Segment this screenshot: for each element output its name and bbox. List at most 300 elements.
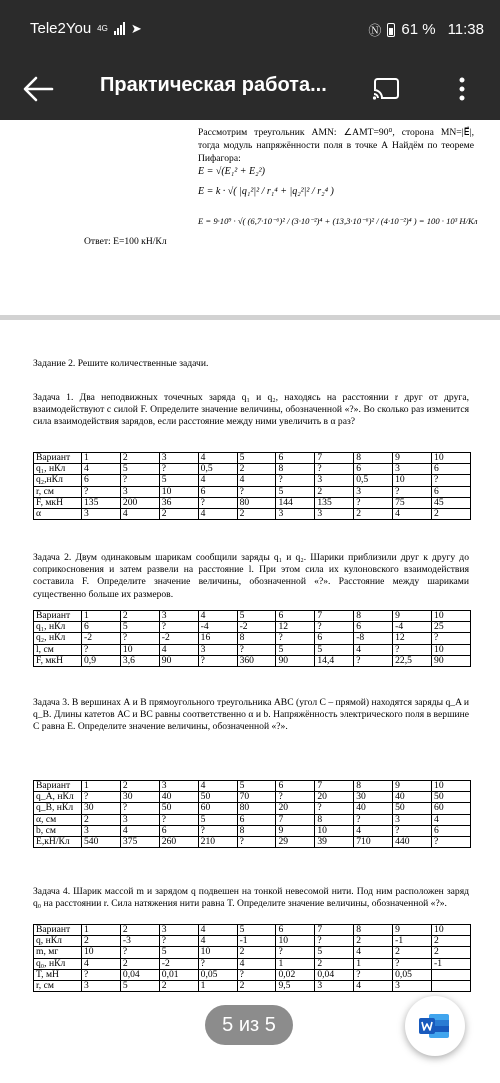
table-row <box>34 464 471 475</box>
table-cell: 6 <box>432 464 471 475</box>
table-cell: 2 <box>237 947 276 958</box>
table-cell: 3 <box>159 611 198 622</box>
table-cell: 9 <box>276 825 315 836</box>
table-cell: ? <box>120 947 159 958</box>
table-cell: 8 <box>315 814 354 825</box>
table-cell: ? <box>82 644 121 655</box>
table-cell: 0,9 <box>82 655 121 666</box>
table-cell: 0,02 <box>276 969 315 980</box>
table-row <box>34 508 471 519</box>
table-cell: 6 <box>276 611 315 622</box>
table-cell: 7 <box>315 453 354 464</box>
table-cell: 30 <box>82 803 121 814</box>
table-cell: 2 <box>159 980 198 991</box>
table-cell: 6 <box>432 486 471 497</box>
table-row <box>34 825 471 836</box>
task-3-table <box>33 780 471 848</box>
table-cell: 4 <box>198 611 237 622</box>
table-cell: 7 <box>315 925 354 936</box>
table-row <box>34 814 471 825</box>
row-label: q_B, нКл <box>34 803 82 814</box>
table-cell: 8 <box>354 781 393 792</box>
table-cell: 2 <box>432 947 471 958</box>
task-2-text: Задача 2. Двум одинаковым шарикам сообщили заряды q₁ и q₂. Шарики приблизили друг к другу до соприкосновения и затем развели на расстояние l. При этом сила их кулоновского взаимодействия составила F. Определите значение величины, обозначенной «?». Расстояние между шариками существенно больше их размеров. <box>33 552 469 600</box>
table-cell: 8 <box>237 633 276 644</box>
row-label: F, мкН <box>34 655 82 666</box>
table-header-row <box>34 925 471 936</box>
table-cell: 3 <box>393 980 432 991</box>
table-cell: ? <box>276 947 315 958</box>
table-cell: 2 <box>237 508 276 519</box>
table-cell: 6 <box>159 825 198 836</box>
table-cell: -2 <box>82 633 121 644</box>
table-cell: 4 <box>198 508 237 519</box>
table-cell: 8 <box>354 611 393 622</box>
table-header-row <box>34 611 471 622</box>
status-bar <box>0 0 500 58</box>
row-label: E,кН/Кл <box>34 836 82 847</box>
table-cell: 20 <box>315 792 354 803</box>
table-cell: 2 <box>237 464 276 475</box>
table-cell: 0,05 <box>393 969 432 980</box>
table-cell: 5 <box>159 475 198 486</box>
clock: 11:38 <box>447 21 484 38</box>
table-row <box>34 836 471 847</box>
table-row <box>34 803 471 814</box>
table-cell: ? <box>315 803 354 814</box>
table-cell: 2 <box>315 958 354 969</box>
table-cell: 3 <box>354 486 393 497</box>
table-cell: 3 <box>120 486 159 497</box>
table-row <box>34 947 471 958</box>
table-cell: 5 <box>237 781 276 792</box>
table-cell <box>432 969 471 980</box>
document-page-4 <box>0 120 500 315</box>
back-arrow-icon[interactable] <box>22 74 54 104</box>
table-cell: 1 <box>198 980 237 991</box>
table-row <box>34 644 471 655</box>
table-cell: 29 <box>276 836 315 847</box>
table-row <box>34 969 471 980</box>
table-cell: 710 <box>354 836 393 847</box>
table-cell: ? <box>354 655 393 666</box>
table-cell: 0,04 <box>315 969 354 980</box>
table-cell: 6 <box>82 475 121 486</box>
formula-numeric: E = 9·10⁹ · √( (6,7·10⁻⁶)² / (3·10⁻²)⁴ + (13,3·10⁻⁶)² / (4·10⁻²)⁴ ) = 100 · 10³ Н/Кл <box>198 216 478 226</box>
table-cell: 3 <box>315 475 354 486</box>
table-cell: 12 <box>276 622 315 633</box>
table-cell: 10 <box>276 936 315 947</box>
table-cell: ? <box>354 497 393 508</box>
page-indicator: 5 из 5 <box>205 1005 293 1045</box>
table-cell: 50 <box>393 803 432 814</box>
assignment-heading: Задание 2. Решите количественные задачи. <box>33 358 209 369</box>
table-cell: 135 <box>315 497 354 508</box>
table-cell: 2 <box>393 947 432 958</box>
table-cell: ? <box>82 969 121 980</box>
table-cell: 2 <box>120 958 159 969</box>
table-cell: 9 <box>393 925 432 936</box>
table-cell: 5 <box>237 453 276 464</box>
table-cell: 4 <box>120 508 159 519</box>
table-cell: 50 <box>198 792 237 803</box>
table-cell: 4 <box>354 947 393 958</box>
battery-level: 61 % <box>401 21 436 38</box>
table-cell: ? <box>120 475 159 486</box>
table-cell: 30 <box>354 792 393 803</box>
table-cell: 40 <box>393 792 432 803</box>
row-label: Вариант <box>34 925 82 936</box>
table-cell: ? <box>82 792 121 803</box>
table-cell: 50 <box>432 792 471 803</box>
table-cell: ? <box>120 633 159 644</box>
table-cell: ? <box>276 475 315 486</box>
battery-icon <box>387 23 395 37</box>
table-cell: 5 <box>276 644 315 655</box>
more-menu-icon[interactable] <box>452 74 472 104</box>
table-cell: -2 <box>159 633 198 644</box>
table-cell: 25 <box>432 622 471 633</box>
table-header-row <box>34 453 471 464</box>
table-cell: 135 <box>82 497 121 508</box>
table-cell: 70 <box>237 792 276 803</box>
table-cell: 360 <box>237 655 276 666</box>
table-row <box>34 792 471 803</box>
table-cell: ? <box>315 622 354 633</box>
table-cell: ? <box>237 969 276 980</box>
table-cell: 10 <box>432 453 471 464</box>
table-cell: ? <box>354 969 393 980</box>
table-cell: 30 <box>120 792 159 803</box>
task-1-text: Задача 1. Два неподвижных точечных заряда q₁ и q₂, находясь на расстоянии r друг от друга, взаимодействуют с силой F. Определите значение величины, обозначенной «?». Во сколько раз изменится сила взаимодействия зарядов, если расстояние между ними увеличить в α раз? <box>33 392 469 428</box>
table-cell: ? <box>393 825 432 836</box>
table-cell: -1 <box>237 936 276 947</box>
table-row <box>34 936 471 947</box>
table-cell: 2 <box>237 980 276 991</box>
table-cell: ? <box>159 936 198 947</box>
task-2-table <box>33 610 471 667</box>
table-cell: 1 <box>82 453 121 464</box>
row-label: b, см <box>34 825 82 836</box>
table-cell: 5 <box>276 486 315 497</box>
row-label: Вариант <box>34 453 82 464</box>
table-cell: ? <box>393 958 432 969</box>
table-cell: 6 <box>276 925 315 936</box>
table-cell: 0,04 <box>120 969 159 980</box>
table-cell: 6 <box>432 825 471 836</box>
table-cell: 3 <box>159 781 198 792</box>
table-cell: 0,05 <box>198 969 237 980</box>
row-label: q₀, нКл <box>34 958 82 969</box>
table-cell: 3 <box>315 980 354 991</box>
table-cell: -8 <box>354 633 393 644</box>
table-cell: 4 <box>198 936 237 947</box>
table-cell: 9 <box>393 453 432 464</box>
table-cell: 6 <box>276 781 315 792</box>
table-cell: 5 <box>198 814 237 825</box>
table-cell: ? <box>159 464 198 475</box>
table-cell: ? <box>276 792 315 803</box>
table-cell: 8 <box>237 825 276 836</box>
table-cell: 144 <box>276 497 315 508</box>
table-cell: 1 <box>82 925 121 936</box>
table-cell: 4 <box>198 453 237 464</box>
table-cell: ? <box>159 622 198 633</box>
table-cell: 60 <box>198 803 237 814</box>
table-cell: 4 <box>393 508 432 519</box>
row-label: q₁, нКл <box>34 464 82 475</box>
table-cell: ? <box>82 486 121 497</box>
table-cell: 4 <box>432 814 471 825</box>
table-cell: 0,5 <box>354 475 393 486</box>
table-row <box>34 980 471 991</box>
table-cell: 2 <box>82 814 121 825</box>
table-row <box>34 475 471 486</box>
table-cell: 4 <box>198 475 237 486</box>
table-cell: 3,6 <box>120 655 159 666</box>
document-page-5[interactable] <box>0 320 500 1083</box>
table-cell: ? <box>198 958 237 969</box>
table-cell: 40 <box>159 792 198 803</box>
table-cell: 6 <box>198 486 237 497</box>
table-cell: 6 <box>82 622 121 633</box>
row-label: r, см <box>34 486 82 497</box>
table-cell: 5 <box>120 980 159 991</box>
task-3-text: Задача 3. В вершинах А и В прямоугольного треугольника АВС (угол С – прямой) находятся заряды q_A и q_B. Длины катетов АС и ВС равны соответственно α и b. Напряжённость электрического поля в вершине С равна Е. Определите значение величины, обозначенной «?». <box>33 697 469 733</box>
table-cell: 7 <box>276 814 315 825</box>
table-cell: 2 <box>120 781 159 792</box>
table-cell: 3 <box>159 925 198 936</box>
table-cell: 9 <box>393 611 432 622</box>
row-label: α <box>34 508 82 519</box>
table-cell: ? <box>198 655 237 666</box>
table-cell: 4 <box>82 464 121 475</box>
table-cell: 6 <box>237 814 276 825</box>
table-cell: 50 <box>159 803 198 814</box>
row-label: q_A, нКл <box>34 792 82 803</box>
table-row <box>34 655 471 666</box>
table-cell: 7 <box>315 611 354 622</box>
table-cell: 0,01 <box>159 969 198 980</box>
table-cell: ? <box>432 836 471 847</box>
table-cell <box>432 980 471 991</box>
table-cell: 1 <box>276 958 315 969</box>
table-cell: 22,5 <box>393 655 432 666</box>
table-cell: 7 <box>315 781 354 792</box>
table-cell: 2 <box>120 453 159 464</box>
table-cell: 16 <box>198 633 237 644</box>
table-cell: 3 <box>393 814 432 825</box>
table-cell: 3 <box>120 814 159 825</box>
table-cell: 80 <box>237 497 276 508</box>
table-cell: 90 <box>432 655 471 666</box>
table-row <box>34 486 471 497</box>
table-cell: 260 <box>159 836 198 847</box>
table-cell: 4 <box>82 958 121 969</box>
table-cell: 4 <box>198 781 237 792</box>
table-cell: 2 <box>159 508 198 519</box>
table-cell: 2 <box>120 611 159 622</box>
table-cell: 60 <box>432 803 471 814</box>
table-cell: 6 <box>354 622 393 633</box>
table-cell: 1 <box>354 958 393 969</box>
table-cell: 2 <box>354 936 393 947</box>
open-in-word-button[interactable] <box>405 996 465 1056</box>
table-cell: 2 <box>120 925 159 936</box>
table-cell: 40 <box>354 803 393 814</box>
table-cell: 10 <box>432 644 471 655</box>
table-cell: 8 <box>354 925 393 936</box>
table-cell: 10 <box>432 925 471 936</box>
table-cell: 3 <box>315 508 354 519</box>
table-cell: 6 <box>315 633 354 644</box>
row-label: r, см <box>34 980 82 991</box>
table-row <box>34 622 471 633</box>
table-cell: 5 <box>120 464 159 475</box>
table-cell: 14,4 <box>315 655 354 666</box>
table-cell: 2 <box>432 508 471 519</box>
table-cell: 36 <box>159 497 198 508</box>
table-cell: ? <box>237 836 276 847</box>
word-icon <box>419 1012 451 1040</box>
formula-field-magnitude: E = k · √( |q₁²|² / r₁⁴ + |q₂²|² / r₂⁴ ) <box>198 186 334 197</box>
task-4-table <box>33 924 471 992</box>
table-cell: 10 <box>432 781 471 792</box>
table-cell: 5 <box>120 622 159 633</box>
cast-icon[interactable] <box>372 77 400 101</box>
document-title: Практическая работа... <box>100 74 327 96</box>
row-label: l, см <box>34 644 82 655</box>
table-cell: 200 <box>120 497 159 508</box>
table-cell: 3 <box>393 464 432 475</box>
table-cell: 9 <box>393 781 432 792</box>
row-label: q₁, нКл <box>34 622 82 633</box>
table-cell: 4 <box>237 958 276 969</box>
table-cell: 9,5 <box>276 980 315 991</box>
signal-icon <box>114 22 125 35</box>
table-cell: 80 <box>237 803 276 814</box>
table-row <box>34 958 471 969</box>
table-cell: ? <box>237 644 276 655</box>
table-cell: 75 <box>393 497 432 508</box>
table-cell: 540 <box>82 836 121 847</box>
table-cell: 4 <box>159 644 198 655</box>
table-cell: 5 <box>237 925 276 936</box>
table-cell: 1 <box>82 781 121 792</box>
table-cell: ? <box>393 486 432 497</box>
table-cell: 3 <box>82 508 121 519</box>
table-cell: 12 <box>393 633 432 644</box>
table-cell: 90 <box>276 655 315 666</box>
table-cell: -4 <box>198 622 237 633</box>
table-cell: 20 <box>276 803 315 814</box>
solution-paragraph: Рассмотрим треугольник AMN: ∠AMT=90⁰, сторона MN=|E⃗|, тогда модуль напряжённости поля в точке А Найдём по теореме Пифагора: <box>198 127 474 164</box>
table-cell: ? <box>198 825 237 836</box>
table-cell: 3 <box>276 508 315 519</box>
table-cell: 3 <box>159 453 198 464</box>
table-cell: 90 <box>159 655 198 666</box>
nfc-icon: Ⓝ <box>368 23 382 38</box>
table-cell: 440 <box>393 836 432 847</box>
table-cell: 2 <box>354 508 393 519</box>
table-cell: 5 <box>315 644 354 655</box>
telegram-icon: ➤ <box>130 20 142 36</box>
table-cell: 4 <box>120 825 159 836</box>
table-header-row <box>34 781 471 792</box>
table-cell: -2 <box>237 622 276 633</box>
row-label: q, нКл <box>34 936 82 947</box>
table-cell: 2 <box>432 936 471 947</box>
table-cell: 45 <box>432 497 471 508</box>
table-cell: ? <box>237 486 276 497</box>
row-label: T, мН <box>34 969 82 980</box>
table-cell: 4 <box>354 644 393 655</box>
table-cell: ? <box>198 497 237 508</box>
table-cell: 10 <box>159 486 198 497</box>
table-cell: 375 <box>120 836 159 847</box>
table-cell: 210 <box>198 836 237 847</box>
task-4-text: Задача 4. Шарик массой m и зарядом q подвешен на тонкой невесомой нити. Под ним расположен заряд q₀ на расстоянии r. Сила натяжения нити равна T. Определите значение величины, обозначенной «?». <box>33 886 469 910</box>
table-cell: ? <box>159 814 198 825</box>
table-cell: 6 <box>276 453 315 464</box>
table-cell: 1 <box>82 611 121 622</box>
table-cell: 8 <box>354 453 393 464</box>
table-cell: 39 <box>315 836 354 847</box>
table-cell: 10 <box>393 475 432 486</box>
table-cell: 10 <box>432 611 471 622</box>
answer-line: Ответ: Е=100 кН/Кл <box>84 236 167 247</box>
table-cell: 6 <box>354 464 393 475</box>
row-label: m, мг <box>34 947 82 958</box>
table-cell: 5 <box>159 947 198 958</box>
row-label: α, см <box>34 814 82 825</box>
table-cell: 5 <box>237 611 276 622</box>
table-cell: 2 <box>82 936 121 947</box>
table-cell: 2 <box>315 486 354 497</box>
app-bar <box>0 58 500 120</box>
table-cell: -3 <box>120 936 159 947</box>
table-cell: 8 <box>276 464 315 475</box>
table-row <box>34 497 471 508</box>
table-cell: ? <box>276 633 315 644</box>
table-cell: 10 <box>120 644 159 655</box>
table-cell: 10 <box>315 825 354 836</box>
row-label: Вариант <box>34 781 82 792</box>
row-label: F, мкН <box>34 497 82 508</box>
carrier-label: Tele2You <box>30 20 92 37</box>
row-label: q₂,нКл <box>34 475 82 486</box>
table-cell: 4 <box>198 925 237 936</box>
table-cell: 0,5 <box>198 464 237 475</box>
table-cell: ? <box>432 475 471 486</box>
table-cell: ? <box>432 633 471 644</box>
formula-pythagoras: E = √(E₁² + E₂²) <box>198 166 265 177</box>
table-cell: ? <box>393 644 432 655</box>
table-cell: ? <box>120 803 159 814</box>
table-cell: -1 <box>393 936 432 947</box>
table-cell: -4 <box>393 622 432 633</box>
row-label: q₂, нКл <box>34 633 82 644</box>
table-cell: 10 <box>198 947 237 958</box>
network-type: 4G <box>97 23 108 33</box>
table-cell: 10 <box>82 947 121 958</box>
table-cell: -1 <box>432 958 471 969</box>
table-row <box>34 633 471 644</box>
table-cell: 4 <box>237 475 276 486</box>
table-cell: 3 <box>198 644 237 655</box>
table-cell: ? <box>315 464 354 475</box>
table-cell: 3 <box>82 825 121 836</box>
